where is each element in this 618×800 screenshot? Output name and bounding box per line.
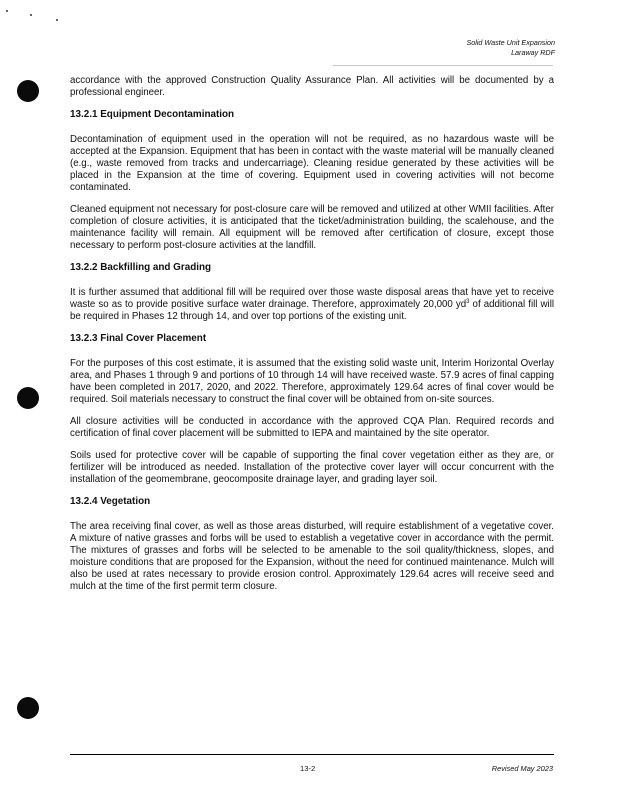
document-header xyxy=(466,38,555,58)
paragraph: The area receiving final cover, as well as those areas disturbed, will require establishment of a vegetative cover. A mixture of native grasses and forbs will be used to establish a vegetative cover in accordance with the permit. The mixtures of grasses and forbs will be selected to be amenable to the soil quality/thickness, slopes, and moisture conditions that are proposed for the Expansion, without the need for continued maintenance. Mulch will also be used at rates necessary to provide erosion control. Approximately 129.64 acres will receive seed and mulch at the time of the first permit term closure. xyxy=(70,521,554,592)
paragraph: Soils used for protective cover will be capable of supporting the final cover vegetation either as they are, or fertilizer will be introduced as needed. Installation of the protective cover layer will occur concurrent with the installation of the geomembrane, geocomposite drainage layer, and grading layer soil. xyxy=(70,450,554,485)
body-text xyxy=(70,75,554,603)
binder-hole xyxy=(17,697,39,719)
section-heading-final-cover-placement: 13.2.3 Final Cover Placement xyxy=(70,333,207,344)
superscript: 3 xyxy=(466,298,470,305)
text-run: It is further assumed that additional fill will be required over those waste disposal areas that have yet to receive waste so as to provide positive surface water drainage. Therefore, approximately 20,000 yd xyxy=(70,287,554,310)
binder-hole xyxy=(17,80,39,102)
header-project-title: Solid Waste Unit Expansion xyxy=(466,38,555,47)
section-heading-backfilling-grading: 13.2.2 Backfilling and Grading xyxy=(70,262,212,273)
paragraph: Cleaned equipment not necessary for post-closure care will be removed and utilized at other WMII facilities. After completion of closure activities, it is anticipated that the ticket/administration building, the scalehouse, and the maintenance facility will remain. All equipment will be removed after certification of closure, except those necessary to perform post-closure activities at the landfill. xyxy=(70,204,554,251)
paragraph: For the purposes of this cost estimate, it is assumed that the existing solid waste unit, Interim Horizontal Overlay area, and Phases 1 through 9 and portions of 10 through 14 will have received waste. 57.9 acres of final capping have been completed in 2017, 2020, and 2022. Therefore, approximately 129.64 acres of final cover would be required. Soil materials necessary to construct the final cover will be obtained from on-site sources. xyxy=(70,358,554,405)
intro-paragraph: accordance with the approved Construction Quality Assurance Plan. All activities will be documented by a professional engineer. xyxy=(70,75,554,98)
binder-hole xyxy=(17,387,39,409)
revision-date: Revised May 2023 xyxy=(491,764,553,773)
text-run: of additional fill will be required in Phases 12 through 14, and over top portions of the existing unit. xyxy=(70,299,554,322)
section-heading-equipment-decontamination: 13.2.1 Equipment Decontamination xyxy=(70,109,235,120)
header-divider xyxy=(333,65,553,66)
section-heading-vegetation: 13.2.4 Vegetation xyxy=(70,496,151,507)
header-site-name: Laraway RDF xyxy=(511,48,555,57)
scan-speck xyxy=(56,19,58,21)
paragraph: Decontamination of equipment used in the operation will not be required, as no hazardous waste will be accepted at the Expansion. Equipment that has been in contact with the waste material will be manually cleaned (e.g., waste removed from tracks and undercarriage). Cleaning residue generated by these activities will be placed in the Expansion at the time of covering. Equipment used in covering activities will not become contaminated. xyxy=(70,134,554,193)
paragraph xyxy=(70,287,554,323)
paragraph: All closure activities will be conducted in accordance with the approved CQA Plan. Required records and certification of final cover placement will be submitted to IEPA and maintained by the site operator. xyxy=(70,416,554,439)
footer-divider xyxy=(70,754,554,755)
page-number: 13-2 xyxy=(300,764,316,773)
scan-speck xyxy=(6,10,8,12)
scan-speck xyxy=(30,14,32,16)
